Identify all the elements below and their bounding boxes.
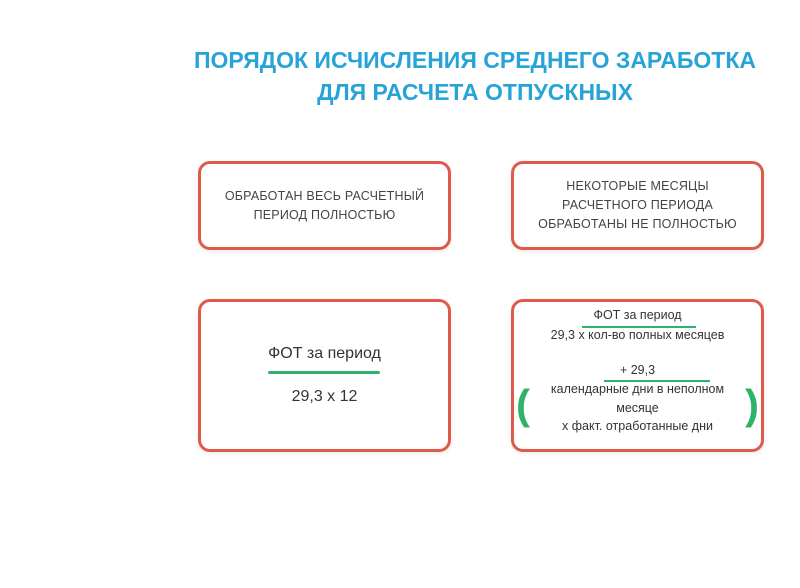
fraction-bar xyxy=(268,371,380,374)
full-period-formula-card xyxy=(198,299,451,452)
partial-period-formula-card xyxy=(511,299,764,452)
case-partial-period-line-3: ОБРАБОТАНЫ НЕ ПОЛНОСТЬЮ xyxy=(538,217,737,231)
partial-period-numerator: ФОТ за период xyxy=(593,308,682,322)
plus-term: + 29,3 xyxy=(619,363,656,377)
partial-month-term-line-1: календарные дни в неполном xyxy=(550,382,725,396)
right-parenthesis-icon: ) xyxy=(745,381,759,428)
case-partial-period-label xyxy=(538,177,737,234)
partial-month-term-line-3: х факт. отработанные дни xyxy=(562,419,713,433)
full-period-fraction xyxy=(264,345,385,406)
full-period-numerator: ФОТ за период xyxy=(268,345,381,362)
partial-period-formula xyxy=(514,302,761,449)
case-partial-period-line-2: РАСЧЕТНОГО ПЕРИОДА xyxy=(562,198,713,212)
left-parenthesis-icon: ( xyxy=(516,381,530,428)
case-partial-period-line-1: НЕКОТОРЫЕ МЕСЯЦЫ xyxy=(566,179,709,193)
case-full-period-card xyxy=(198,161,451,250)
page-title xyxy=(150,44,800,108)
case-full-period-label xyxy=(225,187,424,225)
partial-month-term-line-2: месяце xyxy=(616,401,659,415)
case-full-period-line-1: ОБРАБОТАН ВЕСЬ РАСЧЕТНЫЙ xyxy=(224,188,425,203)
title-line-2: ДЛЯ РАСЧЕТА ОТПУСКНЫХ xyxy=(317,79,633,105)
title-line-1: ПОРЯДОК ИСЧИСЛЕНИЯ СРЕДНЕГО ЗАРАБОТКА xyxy=(194,47,756,73)
full-period-denominator: 29,3 х 12 xyxy=(291,388,358,405)
case-full-period-line-2: ПЕРИОД ПОЛНОСТЬЮ xyxy=(253,207,396,222)
full-months-term: 29,3 х кол-во полных месяцев xyxy=(550,328,725,342)
case-partial-period-card xyxy=(511,161,764,250)
